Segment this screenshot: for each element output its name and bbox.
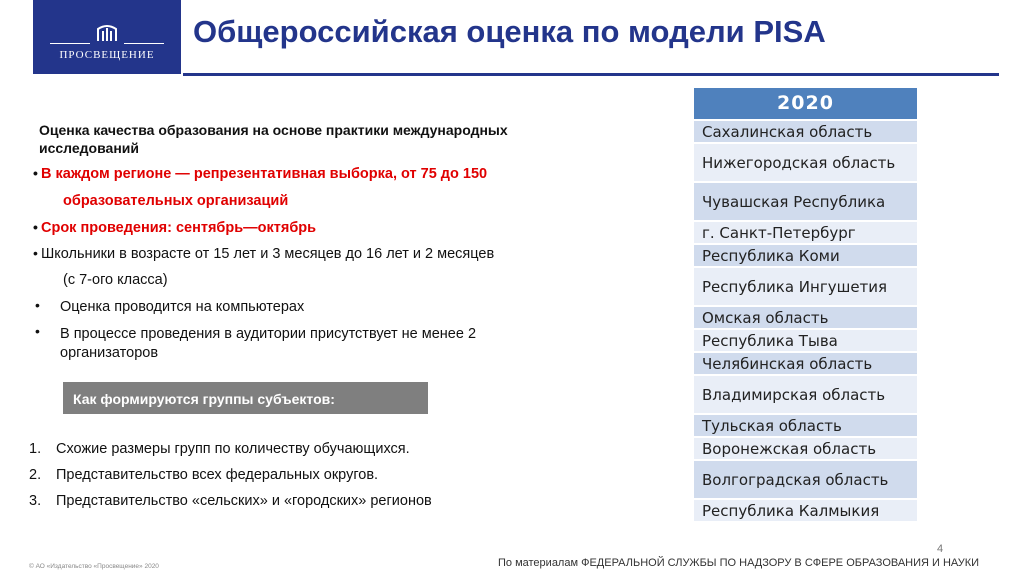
list-item: Представительство «сельских» и «городских» регионов [56, 493, 432, 509]
bullet-sample-line2: образовательных организаций [63, 193, 289, 209]
logo-rule-left [50, 43, 90, 44]
table-row: Республика Коми [694, 243, 917, 266]
list-number: 2. [29, 467, 42, 483]
table-row: Республика Калмыкия [694, 498, 917, 521]
table-row: Чувашская Республика [694, 181, 917, 220]
table-row: Нижегородская область [694, 142, 917, 181]
list-item: Представительство всех федеральных округов. [56, 467, 379, 483]
publisher-logo [33, 0, 181, 74]
logo-emblem-icon [96, 24, 118, 42]
bullet-organizers-line2: организаторов [60, 345, 159, 361]
table-header-year: 2020 [694, 88, 917, 119]
source-note: По материалам ФЕДЕРАЛЬНОЙ СЛУЖБЫ ПО НАДЗОРУ В СФЕРЕ ОБРАЗОВАНИЯ И НАУКИ [498, 557, 980, 569]
bullet-organizers-line1: В процессе проведения в аудитории присутствует не менее 2 [60, 326, 477, 342]
page-title: Общероссийская оценка по модели PISA [193, 14, 826, 49]
list-item: Схожие размеры групп по количеству обучающихся. [56, 441, 410, 457]
copyright-text: © АО «Издательство «Просвещение» 2020 [29, 563, 159, 570]
logo-rule-right [124, 43, 164, 44]
table-row: Владимирская область [694, 374, 917, 413]
list-number: 1. [29, 441, 42, 457]
bullet-sample-line1: В каждом регионе — репрезентативная выборка, от 75 до 150 [41, 166, 488, 182]
bullet-dot: • [33, 245, 38, 261]
table-row: Сахалинская область [694, 119, 917, 142]
regions-table [694, 88, 917, 521]
intro-heading: Оценка качества образования на основе практики международных исследований [39, 122, 508, 156]
title-underline [183, 73, 999, 76]
bullet-computers: Оценка проводится на компьютерах [60, 299, 305, 315]
bullet-dot: • [33, 165, 38, 181]
table-row: Челябинская область [694, 351, 917, 374]
table-row: Воронежская область [694, 436, 917, 459]
bullet-age-line1: Школьники в возрасте от 15 лет и 3 месяцев до 16 лет и 2 месяцев [41, 246, 495, 262]
bullet-dot: • [33, 219, 38, 235]
bullet-age-line2: (с 7-ого класса) [63, 272, 168, 288]
page-number: 4 [937, 543, 944, 555]
logo-text: ПРОСВЕЩЕНИЕ [59, 49, 155, 61]
bullet-period: Срок проведения: сентябрь—октябрь [41, 220, 317, 236]
table-row: Республика Ингушетия [694, 266, 917, 305]
bullet-dot: • [35, 323, 40, 339]
table-row: Омская область [694, 305, 917, 328]
groups-heading-box: Как формируются группы субъектов: [63, 382, 428, 414]
bullet-dot: • [35, 297, 40, 313]
list-number: 3. [29, 493, 42, 509]
table-row: Республика Тыва [694, 328, 917, 351]
table-row: Тульская область [694, 413, 917, 436]
table-row: г. Санкт-Петербург [694, 220, 917, 243]
table-row: Волгоградская область [694, 459, 917, 498]
